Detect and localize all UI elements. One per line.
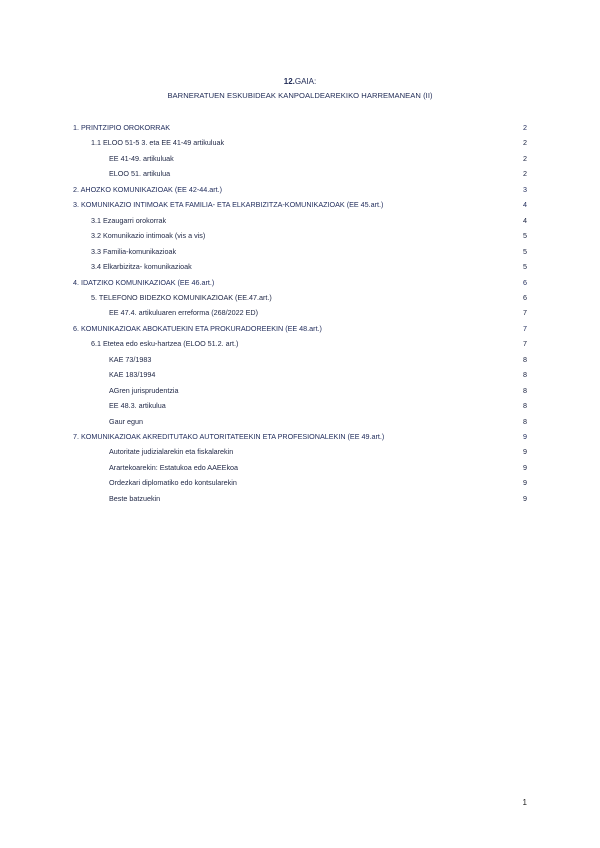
toc-entry[interactable] xyxy=(0,307,600,318)
toc-entry[interactable] xyxy=(0,385,600,396)
toc-entry-title[interactable]: 7. KOMUNIKAZIOAK AKREDITUTAKO AUTORITATEEKIN ETA PROFESIONALEKIN (EE 49.art.) xyxy=(73,432,385,441)
toc-entry-page: 3 xyxy=(523,184,527,194)
toc-entry[interactable] xyxy=(0,431,600,442)
toc-entry[interactable] xyxy=(0,137,600,148)
toc-entry[interactable] xyxy=(0,230,600,241)
toc-entry-title[interactable]: 1. PRINTZIPIO OROKORRAK xyxy=(73,123,171,132)
toc-entry-title[interactable]: Arartekoarekin: Estatukoa edo AAEEkoa xyxy=(109,462,239,472)
toc-entry[interactable] xyxy=(0,446,600,457)
toc-entry-title[interactable]: 3.1 Ezaugarri orokorrak xyxy=(91,215,167,225)
topic-subtitle: BARNERATUEN ESKUBIDEAK KANPOALDEAREKIKO HARREMANEAN (II) xyxy=(167,91,433,100)
toc-entry-page: 8 xyxy=(523,354,527,364)
toc-entry[interactable] xyxy=(0,323,600,334)
toc-entry-page: 2 xyxy=(523,123,527,132)
toc-entry[interactable] xyxy=(0,153,600,164)
toc-entry-page: 9 xyxy=(523,462,527,472)
toc-entry-title[interactable]: EE 48.3. artikulua xyxy=(109,401,166,411)
toc-entry[interactable] xyxy=(0,168,600,179)
toc-entry-title[interactable]: 4. IDATZIKO KOMUNIKAZIOAK (EE 46.art.) xyxy=(73,277,215,287)
toc-entry-page: 2 xyxy=(523,138,527,148)
toc-entry[interactable] xyxy=(0,277,600,288)
toc-entry[interactable] xyxy=(0,369,600,380)
toc-entry-page: 2 xyxy=(523,153,527,163)
toc-entry-title[interactable]: 1.1 ELOO 51-5 3. eta EE 41-49 artikuluak xyxy=(91,138,225,148)
toc-entry-title[interactable]: ELOO 51. artikulua xyxy=(109,169,171,179)
toc-entry-page: 8 xyxy=(523,401,527,411)
toc-entry-page: 9 xyxy=(523,447,527,457)
toc-entry-page: 4 xyxy=(523,200,527,210)
toc-entry-page: 8 xyxy=(523,370,527,380)
topic-label: GAIA: xyxy=(294,77,317,86)
toc-entry-page: 7 xyxy=(523,339,527,349)
toc-entry-title[interactable]: 2. AHOZKO KOMUNIKAZIOAK (EE 42-44.art.) xyxy=(73,184,222,194)
toc-entry-title[interactable]: 6. KOMUNIKAZIOAK ABOKATUEKIN ETA PROKURADOREEKIN (EE 48.art.) xyxy=(73,323,322,333)
toc-entry[interactable] xyxy=(0,477,600,488)
toc-entry-page: 5 xyxy=(523,246,527,256)
toc-entry-title[interactable]: 3.4 Elkarbizitza- komunikazioak xyxy=(91,262,192,272)
toc-entry[interactable] xyxy=(0,354,600,365)
toc-entry-page: 9 xyxy=(523,493,527,503)
toc-entry[interactable] xyxy=(0,292,600,303)
toc-entry-page: 5 xyxy=(523,262,527,272)
toc-entry-title[interactable]: AGren jurisprudentzia xyxy=(109,385,179,395)
toc-entry-title[interactable]: Gaur egun xyxy=(109,416,143,426)
topic-number: 12. xyxy=(283,77,295,86)
toc-entry-title[interactable]: Autoritate judizialarekin eta fiskalarekin xyxy=(109,447,234,457)
topic-number-line xyxy=(0,76,600,87)
toc-entry-page: 6 xyxy=(523,292,527,302)
toc-entry-page: 4 xyxy=(523,215,527,225)
toc-entry-title[interactable]: KAE 183/1994 xyxy=(109,370,156,380)
toc-entry-title[interactable]: KAE 73/1983 xyxy=(109,354,152,364)
toc-entry[interactable] xyxy=(0,199,600,210)
toc-entry-page: 7 xyxy=(523,308,527,318)
toc-entry-title[interactable]: EE 47.4. artikuluaren erreforma (268/2022 ED) xyxy=(109,308,259,318)
page-number: 1 xyxy=(522,798,527,807)
toc-entry-page: 5 xyxy=(523,231,527,241)
toc-entry-title[interactable]: Ordezkari diplomatiko edo kontsularekin xyxy=(109,478,237,488)
toc-entry-title[interactable]: EE 41-49. artikuluak xyxy=(109,153,174,163)
toc-entry-title[interactable]: 6.1 Etetea edo esku-hartzea (ELOO 51.2. art.) xyxy=(91,339,239,349)
toc-entry[interactable] xyxy=(0,184,600,195)
toc-entry-page: 8 xyxy=(523,416,527,426)
toc-entry-page: 6 xyxy=(523,277,527,287)
toc-entry-title[interactable]: 3.3 Familia-komunikazioak xyxy=(91,246,177,256)
toc-entry-page: 9 xyxy=(523,478,527,488)
toc-entry-title[interactable]: Beste batzuekin xyxy=(109,493,161,503)
toc-entry-title[interactable]: 5. TELEFONO BIDEZKO KOMUNIKAZIOAK (EE.47.art.) xyxy=(91,292,272,302)
toc-entry[interactable] xyxy=(0,493,600,504)
toc-entry-page: 9 xyxy=(523,432,527,441)
toc-entry[interactable] xyxy=(0,261,600,272)
toc-entry-page: 8 xyxy=(523,385,527,395)
toc-entry[interactable] xyxy=(0,338,600,349)
toc-entry[interactable] xyxy=(0,462,600,473)
toc-entry-page: 2 xyxy=(523,169,527,179)
toc-entry-title[interactable]: 3. KOMUNIKAZIO INTIMOAK ETA FAMILIA- ETA ELKARBIZITZA-KOMUNIKAZIOAK (EE 45.art.) xyxy=(73,200,384,210)
toc-entry[interactable] xyxy=(0,246,600,257)
toc-entry-page: 7 xyxy=(523,323,527,333)
document-title xyxy=(0,76,600,101)
toc-entry[interactable] xyxy=(0,215,600,226)
toc-entry-title[interactable]: 3.2 Komunikazio intimoak (vis a vis) xyxy=(91,231,206,241)
toc-entry[interactable] xyxy=(0,416,600,427)
toc-entry[interactable] xyxy=(0,122,600,133)
toc-entry[interactable] xyxy=(0,400,600,411)
